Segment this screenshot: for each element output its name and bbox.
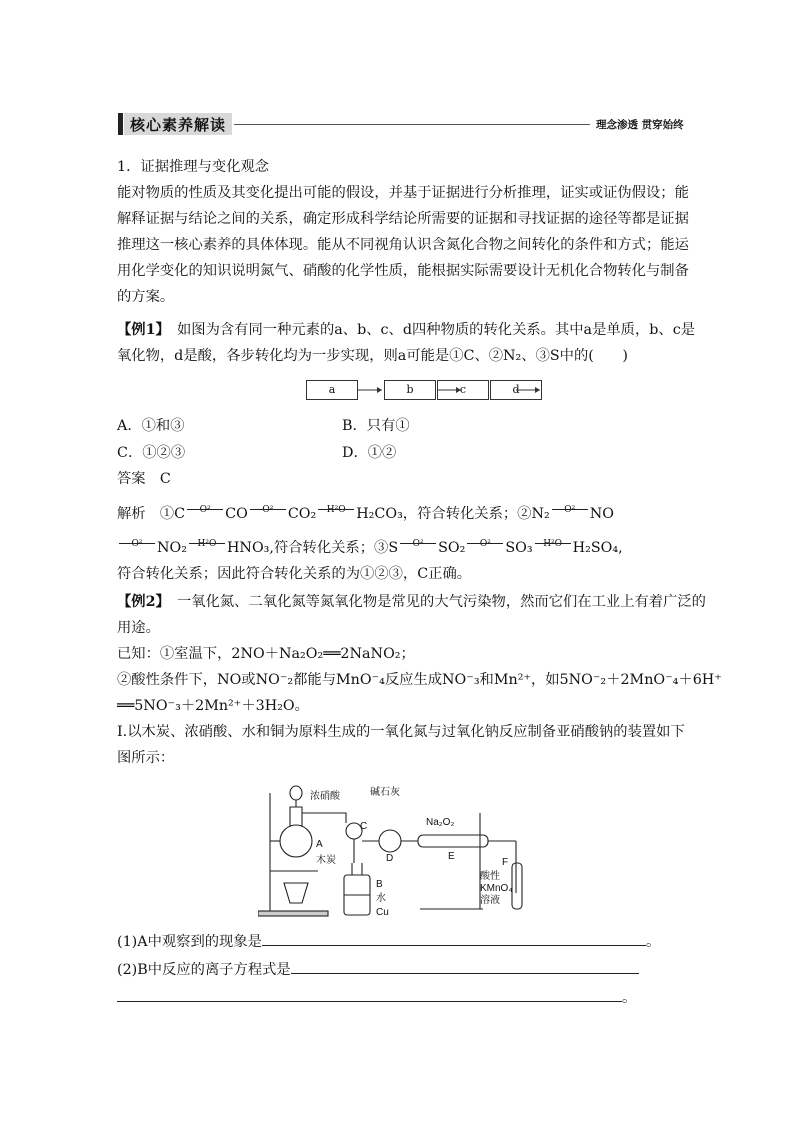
reaction-arrow: O²	[398, 532, 438, 557]
solution-label: 解析	[117, 506, 146, 522]
reaction-arrow: O²	[117, 532, 157, 557]
label-acidic: 酸性	[480, 871, 500, 882]
label-soda-lime: 碱石灰	[370, 787, 400, 798]
reaction-arrow: H²O	[533, 532, 573, 557]
section-header	[118, 112, 688, 138]
header-subtitle: 理念渗透 贯穿始终	[596, 119, 684, 131]
header-bar	[118, 113, 123, 135]
answer-blank[interactable]	[117, 988, 622, 1002]
flow-box-b: b	[384, 380, 436, 400]
flow-box-d: d	[490, 380, 542, 400]
flow-box-c: c	[437, 380, 489, 400]
label-d: D	[386, 853, 394, 864]
answer: 答案 C	[117, 471, 171, 487]
option-d: D．①②	[342, 445, 397, 461]
answer-blank[interactable]	[262, 932, 646, 946]
answer-blank[interactable]	[291, 960, 639, 974]
reaction-arrow: H²O	[187, 532, 227, 557]
question-1	[117, 930, 660, 955]
label-na2o2: Na₂O₂	[426, 817, 455, 828]
solution-term: NO₂	[157, 540, 187, 556]
label-solution: 溶液	[480, 895, 500, 906]
label-f: F	[502, 857, 509, 868]
label-cu: Cu	[376, 907, 389, 918]
example-2-line: ══5NO⁻₃＋2Mn²⁺＋3H₂O。	[117, 698, 309, 714]
solution-line-2	[117, 532, 623, 561]
question-2	[117, 958, 639, 983]
apparatus-diagram	[258, 783, 548, 923]
reaction-arrow: H²O	[316, 498, 356, 523]
example-2-line	[117, 590, 706, 615]
section-1-text: 用化学变化的知识说明氮气、硝酸的化学性质，能根据实际需要设计无机化合物转化与制备	[117, 263, 689, 279]
label-water: 水	[376, 893, 386, 904]
label-b: B	[376, 879, 383, 890]
section-1-text: 推理这一核心素养的具体体现。能从不同视角认识含氮化合物之间转化的条件和方式；能运	[117, 237, 689, 253]
solution-line-1	[117, 498, 614, 527]
label-nitric-acid: 浓硝酸	[310, 791, 340, 802]
flow-box-a: a	[306, 380, 358, 400]
period: 。	[622, 990, 637, 1006]
option-b: B．只有①	[342, 418, 410, 434]
reaction-arrow: O²	[465, 532, 505, 557]
label-e: E	[448, 851, 455, 862]
example-2-line: ②酸性条件下，NO或NO⁻₂都能与MnO⁻₄反应生成NO⁻₃和Mn²⁺，如5NO⁻₂＋2MnO⁻₄＋6H⁺	[117, 672, 722, 688]
solution-term: NO	[589, 506, 614, 522]
example-2-line: 已知：①室温下，2NO＋Na₂O₂══2NaNO₂；	[117, 646, 415, 662]
example-1-tag: 【例1】	[117, 322, 163, 338]
example-2-line: Ⅰ.以木炭、浓硝酸、水和铜为原料生成的一氧化氮与过氧化钠反应制备亚硝酸钠的装置如下	[117, 724, 685, 740]
example-2-text: 一氧化氮、二氧化氮等氮氧化物是常见的大气污染物，然而它们在工业上有着广泛的	[177, 594, 706, 610]
section-1-text: 解释证据与结论之间的关系，确定形成科学结论所需要的证据和寻找证据的途径等都是证据	[117, 211, 689, 227]
reaction-arrow: O²	[550, 498, 590, 523]
example-2-line: 用途。	[117, 620, 160, 636]
label-a: A	[316, 839, 323, 850]
reaction-arrow: O²	[185, 498, 225, 523]
solution-term: SO₃	[505, 540, 533, 556]
label-charcoal: 木炭	[316, 855, 336, 866]
label-c: C	[360, 821, 368, 832]
example-2-line: 图所示：	[117, 750, 175, 766]
section-1-text: 的方案。	[117, 289, 175, 305]
solution-term: H₂SO₄,	[572, 540, 623, 556]
period: 。	[645, 934, 661, 950]
example-2-tag: 【例2】	[117, 594, 163, 610]
solution-term: H₂CO₃，符合转化关系；②N₂	[356, 506, 550, 522]
solution-term: HNO₃,符合转化关系；③S	[226, 540, 399, 556]
solution-term: ①C	[159, 506, 186, 522]
section-1-title: 1．证据推理与变化观念	[117, 159, 270, 175]
option-c: C．①②③	[117, 445, 186, 461]
example-1-line	[117, 318, 695, 343]
question-1-text: (1)A中观察到的现象是	[117, 934, 262, 950]
question-2-text: (2)B中反应的离子方程式是	[117, 962, 291, 978]
option-a: A．①和③	[117, 418, 185, 434]
header-title: 核心素养解读	[130, 116, 227, 134]
solution-term: CO	[225, 506, 248, 522]
example-1-text: 如图为含有同一种元素的a、b、c、d四种物质的转化关系。其中a是单质，b、c是	[177, 322, 696, 338]
label-kmno4: KMnO₄	[480, 883, 513, 894]
example-1-line: 氧化物，d是酸，各步转化均为一步实现，则a可能是①C、②N₂、③S中的( )	[117, 348, 629, 364]
question-2-continued	[117, 986, 636, 1011]
solution-line-3: 符合转化关系；因此符合转化关系的为①②③，C正确。	[117, 566, 472, 582]
flow-arrowhead	[377, 387, 382, 393]
solution-term: CO₂	[287, 506, 317, 522]
section-1-text: 能对物质的性质及其变化提出可能的假设，并基于证据进行分析推理，证实或证伪假设；能	[117, 185, 689, 201]
header-rule	[234, 124, 590, 125]
solution-term: SO₂	[438, 540, 466, 556]
reaction-arrow: O²	[248, 498, 288, 523]
